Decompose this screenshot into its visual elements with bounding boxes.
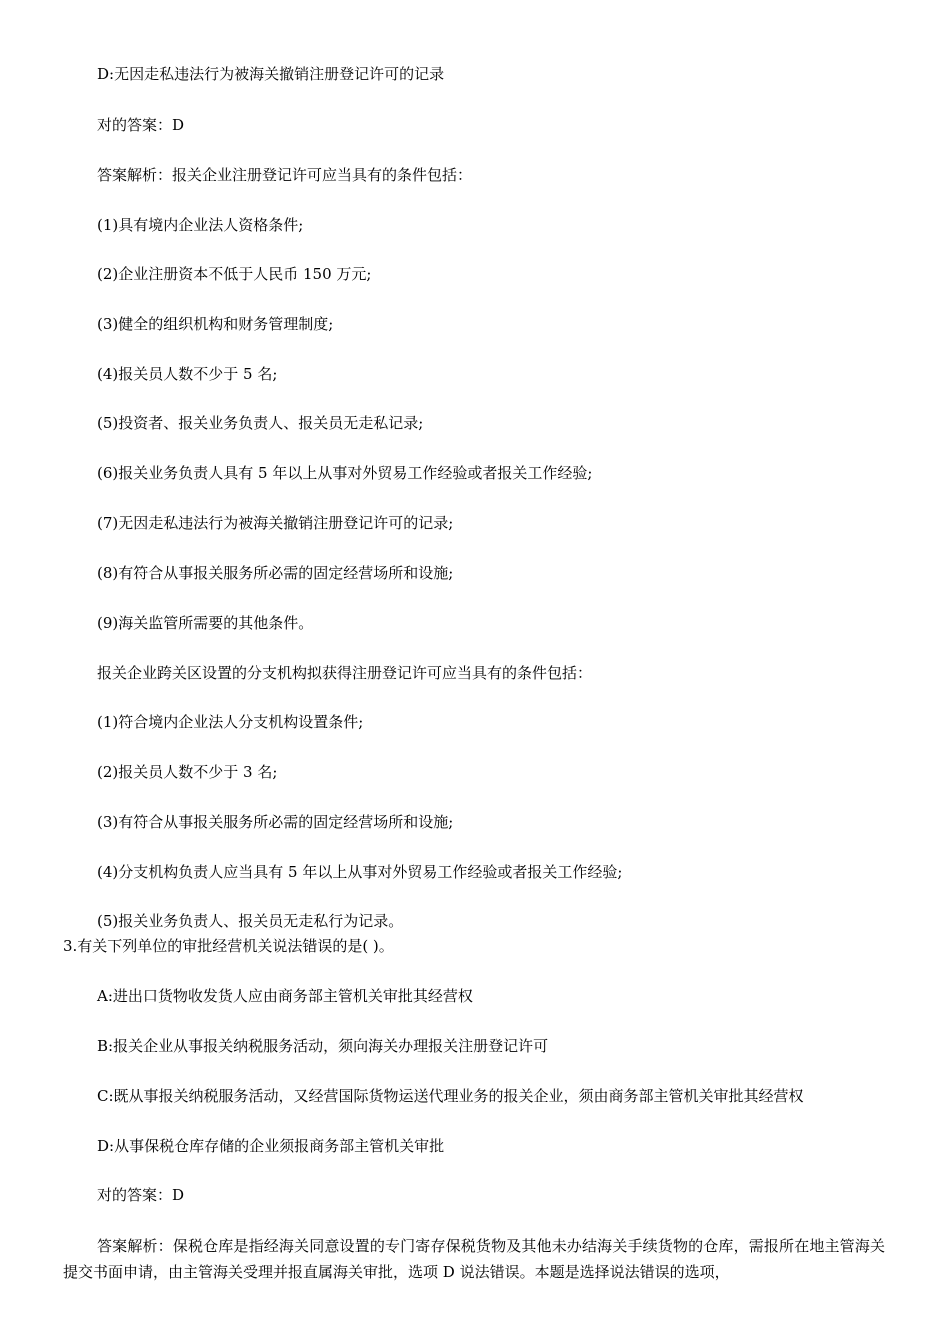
condition-item: (3)健全的组织机构和财务管理制度; — [97, 315, 334, 333]
branch-condition-item: (2)报关员人数不少于 3 名; — [97, 763, 278, 781]
branch-condition-item: (4)分支机构负责人应当具有 5 年以上从事对外贸易工作经验或者报关工作经验; — [97, 863, 623, 881]
option-d: D:无因走私违法行为被海关撤销注册登记许可的记录 — [97, 65, 445, 83]
condition-item: (9)海关监管所需要的其他条件。 — [97, 614, 314, 632]
question-analysis: 答案解析：保税仓库是指经海关同意设置的专门寄存保税货物及其他未办结海关手续货物的仓库，需报所在地主管海关提交书面申请，由主管海关受理并报直属海关审批，选项 D 说法错误。本题是选择说法错误的选项， — [63, 1237, 885, 1281]
question-option-d: D:从事保税仓库存储的企业须报商务部主管机关审批 — [97, 1137, 445, 1155]
branch-condition-item: (3)有符合从事报关服务所必需的固定经营场所和设施; — [97, 813, 454, 831]
condition-item: (8)有符合从事报关服务所必需的固定经营场所和设施; — [97, 564, 454, 582]
condition-item: (6)报关业务负责人具有 5 年以上从事对外贸易工作经验或者报关工作经验; — [97, 464, 593, 482]
question-answer: 对的答案：D — [97, 1186, 185, 1204]
question-stem: 3.有关下列单位的审批经营机关说法错误的是( )。 — [63, 937, 394, 955]
branch-condition-item: (5)报关业务负责人、报关员无走私行为记录。 — [97, 912, 404, 930]
condition-item: (2)企业注册资本不低于人民币 150 万元; — [97, 265, 372, 283]
branch-intro: 报关企业跨关区设置的分支机构拟获得注册登记许可应当具有的条件包括： — [97, 664, 593, 682]
answer-line: 对的答案：D — [97, 116, 185, 134]
condition-item: (4)报关员人数不少于 5 名; — [97, 365, 278, 383]
question-option-c: C:既从事报关纳税服务活动，又经营国际货物运送代理业务的报关企业，须由商务部主管机关审批其经营权 — [97, 1087, 804, 1105]
question-option-b: B:报关企业从事报关纳税服务活动，须向海关办理报关注册登记许可 — [97, 1037, 549, 1055]
condition-item: (7)无因走私违法行为被海关撤销注册登记许可的记录; — [97, 514, 454, 532]
branch-condition-item: (1)符合境内企业法人分支机构设置条件; — [97, 713, 364, 731]
analysis-intro: 答案解析：报关企业注册登记许可应当具有的条件包括： — [97, 166, 473, 184]
condition-item: (1)具有境内企业法人资格条件; — [97, 216, 304, 234]
condition-item: (5)投资者、报关业务负责人、报关员无走私记录; — [97, 414, 424, 432]
question-option-a: A:进出口货物收发货人应由商务部主管机关审批其经营权 — [97, 987, 473, 1005]
